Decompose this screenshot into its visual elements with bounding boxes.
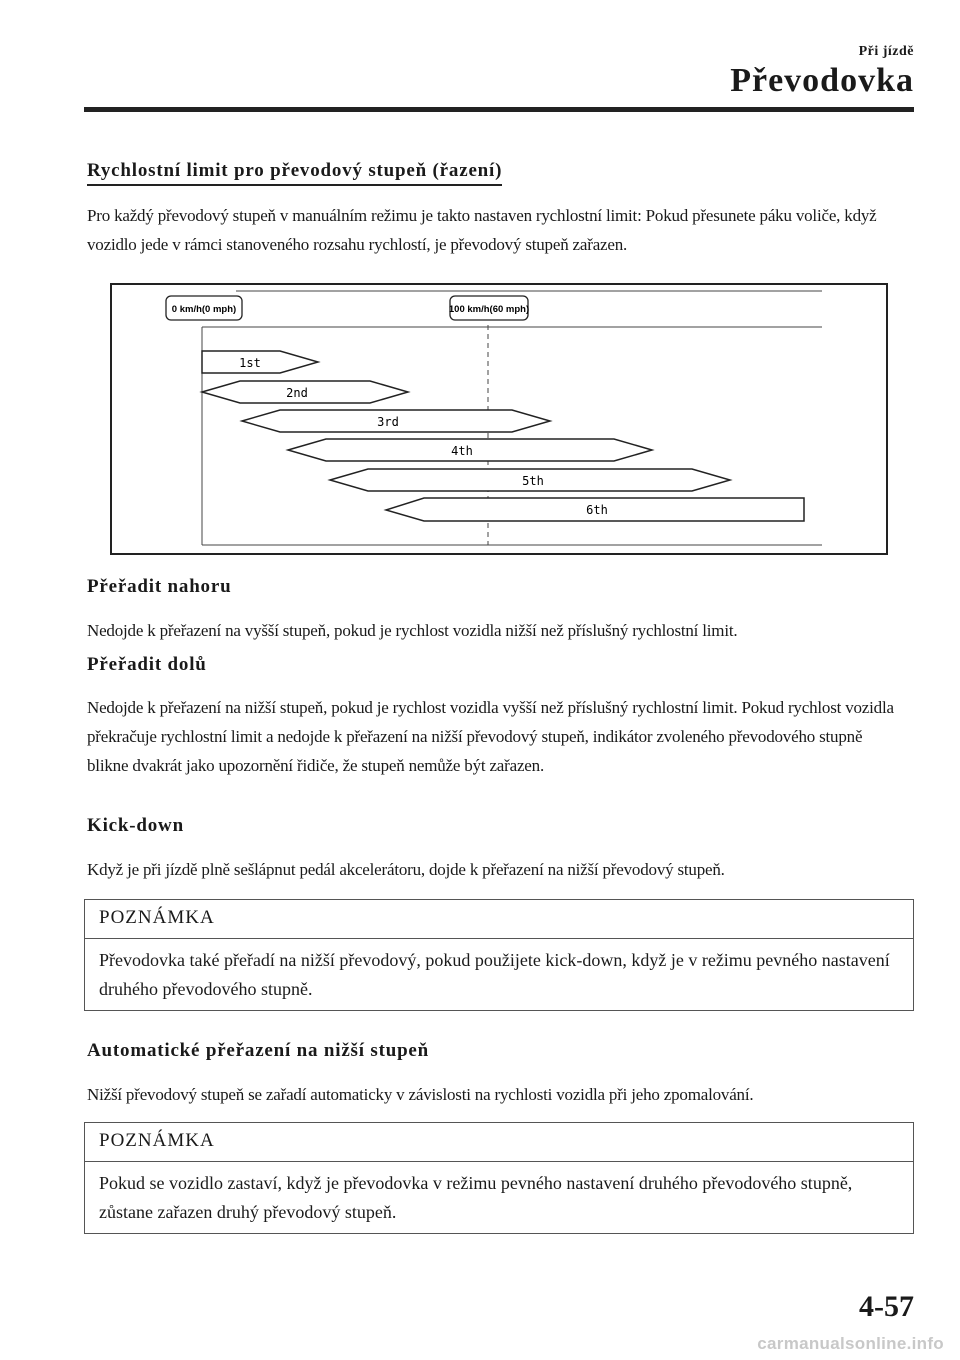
note-1-title: POZNÁMKA bbox=[85, 900, 913, 939]
kickdown-text: Když je při jízdě plně sešlápnut pedál akcelerátoru, dojde k přeřazení na nižší převodový stupeň. bbox=[87, 860, 725, 879]
header-section: Při jízdě bbox=[858, 44, 914, 59]
note-2-title: POZNÁMKA bbox=[85, 1123, 913, 1162]
page-number: 4-57 bbox=[859, 1290, 914, 1323]
auto-downshift-text: Nižší převodový stupeň se zařadí automaticky v závislosti na rychlosti vozidla při jeho zpomalování. bbox=[87, 1085, 754, 1104]
watermark: carmanualsonline.info bbox=[757, 1334, 944, 1353]
gear-range-chart bbox=[112, 285, 886, 553]
upshift-text: Nedojde k přeřazení na vyšší stupeň, pokud je rychlost vozidla nižší než příslušný rychlostní limit. bbox=[87, 621, 738, 640]
speed-label-0: 0 km/h(0 mph) bbox=[171, 304, 237, 315]
header-rule bbox=[84, 107, 914, 112]
note-box-2 bbox=[84, 1122, 914, 1234]
downshift-text: Nedojde k přeřazení na nižší stupeň, pokud je rychlost vozidla vyšší než příslušný rychlostní limit. Pokud rychlost vozidla překračuje rychlostní limit a nedojde k přeřazení na nižší převodový stupeň, indikátor zvoleného převodového stupně blikne dvakrát jako upozornění řidiče, že stupeň nemůže být zařazen. bbox=[87, 698, 894, 775]
auto-downshift-heading: Automatické přeřazení na nižší stupeň bbox=[87, 1040, 430, 1061]
gear-5th-label: 5th bbox=[522, 474, 544, 488]
page-title: Převodovka bbox=[730, 62, 914, 99]
downshift-heading: Přeřadit dolů bbox=[87, 654, 207, 675]
gear-2nd-label: 2nd bbox=[286, 386, 308, 400]
speed-limit-text: Pro každý převodový stupeň v manuálním režimu je takto nastaven rychlostní limit: Pokud přesunete páku voliče, když vozidlo jede v rámci stanoveného rozsahu rychlostí, je převodový stupeň zařazen. bbox=[87, 206, 877, 254]
gear-speed-diagram bbox=[110, 283, 888, 555]
note-box-1 bbox=[84, 899, 914, 1011]
note-2-text: Pokud se vozidlo zastaví, když je převodovka v režimu pevného nastavení druhého převodového stupně, zůstane zařazen druhý převodový stupeň. bbox=[99, 1173, 853, 1222]
kickdown-heading: Kick-down bbox=[87, 815, 184, 836]
gear-4th-label: 4th bbox=[451, 444, 473, 458]
note-1-text: Převodovka také přeřadí na nižší převodový, pokud použijete kick-down, když je v režimu pevného nastavení druhého převodového stupně. bbox=[99, 950, 890, 999]
upshift-heading: Přeřadit nahoru bbox=[87, 576, 232, 597]
gear-6th-label: 6th bbox=[586, 503, 608, 517]
speed-limit-heading: Rychlostní limit pro převodový stupeň (řazení) bbox=[87, 160, 502, 186]
gear-3rd-label: 3rd bbox=[377, 415, 399, 429]
gear-1st-label: 1st bbox=[239, 356, 261, 370]
speed-label-100: 100 km/h(60 mph) bbox=[448, 304, 530, 315]
